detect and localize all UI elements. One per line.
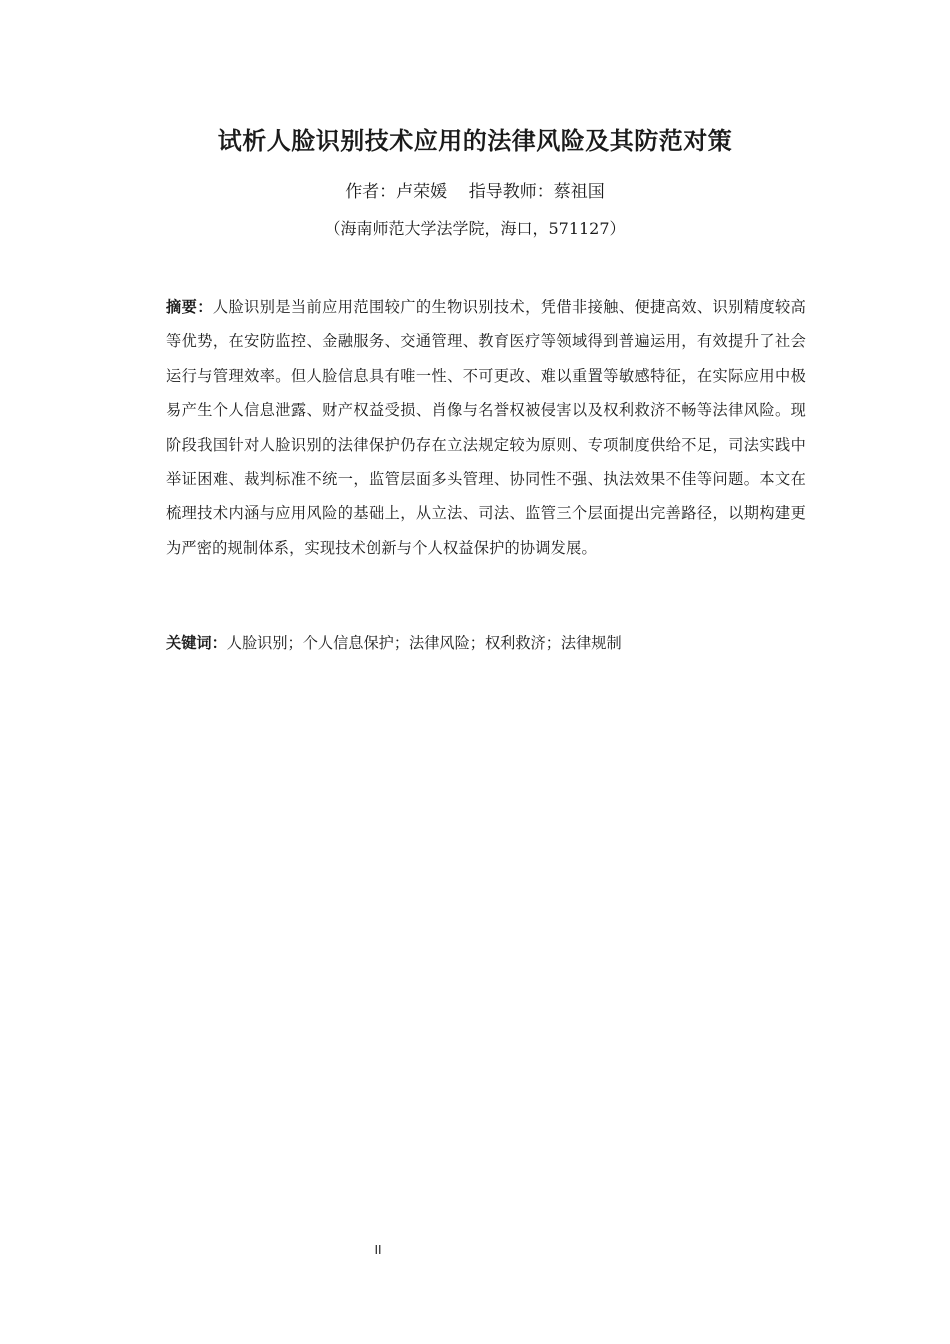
page-number: II xyxy=(374,1243,382,1257)
author-line: 作者：卢荣媛 指导教师：蔡祖国 xyxy=(345,182,605,202)
keywords-line xyxy=(166,626,806,660)
abstract-label: 摘要： xyxy=(166,298,213,316)
abstract-text: 人脸识别是当前应用范围较广的生物识别技术，凭借非接触、便捷高效、识别精度较高等优势，在安防监控、金融服务、交通管理、教育医疗等领域得到普遍运用，有效提升了社会运行与管理效率。但人脸信息具有唯一性、不可更改、难以重置等敏感特征，在实际应用中极易产生个人信息泄露、财产权益受损、肖像与名誉权被侵害以及权利救济不畅等法律风险。现阶段我国针对人脸识别的法律保护仍存在立法规定较为原则、专项制度供给不足，司法实践中举证困难、裁判标准不统一，监管层面多头管理、协同性不强、执法效果不佳等问题。本文在梳理技术内涵与应用风险的基础上，从立法、司法、监管三个层面提出完善路径，以期构建更为严密的规制体系，实现技术创新与个人权益保护的协调发展。 xyxy=(166,298,806,557)
keywords-label: 关键词： xyxy=(166,634,227,652)
paper-title: 试析人脸识别技术应用的法律风险及其防范对策 xyxy=(217,126,733,155)
abstract-paragraph xyxy=(166,290,806,565)
affiliation-line: （海南师范大学法学院，海口，571127） xyxy=(324,219,626,238)
keywords-text: 人脸识别；个人信息保护；法律风险；权利救济；法律规制 xyxy=(226,634,622,652)
